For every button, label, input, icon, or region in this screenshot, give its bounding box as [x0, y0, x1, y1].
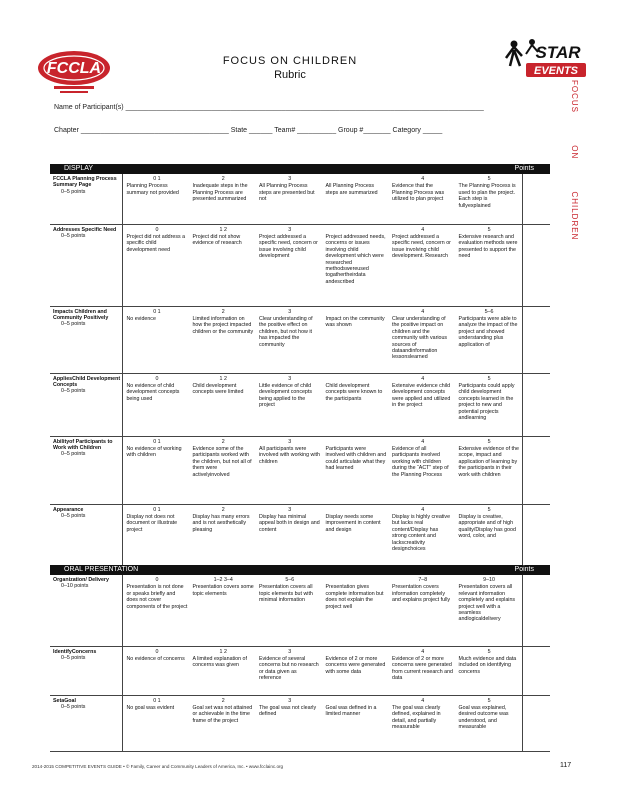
svg-text:FCCLA: FCCLA: [46, 60, 102, 77]
level-cell: [123, 306, 190, 373]
rubric-row: [50, 436, 550, 504]
rubric-row: [50, 306, 550, 373]
level-score: 5: [487, 506, 491, 513]
criterion-cell: [50, 575, 123, 646]
criterion-cell: [50, 224, 123, 306]
level-description: Planning Process summary not provided: [126, 183, 179, 196]
criterion-name: AppliesChild Development Concepts: [53, 375, 121, 388]
level-score: [326, 309, 388, 315]
rubric-row: [50, 575, 550, 646]
level-score: 0 1: [153, 438, 161, 445]
criterion-cell: [50, 436, 123, 504]
level-description: No evidence: [126, 315, 156, 322]
level-cell: [456, 504, 523, 566]
level-cell: [389, 504, 456, 566]
display-section-bar: [50, 164, 550, 174]
chapter-info-field: Chapter ______________________________________ State ______ Team# __________ Group #_______ Category _____: [54, 127, 443, 134]
fccla-logo: [34, 46, 114, 98]
level-description: No evidence of child development concepts being used: [126, 382, 180, 402]
level-description: Extensive research and evaluation methods were presented to support the need: [458, 233, 518, 260]
level-cell: [189, 373, 256, 436]
level-score: 2: [221, 438, 225, 445]
level-score: 5: [487, 697, 491, 704]
svg-text:STAR: STAR: [535, 43, 581, 62]
level-score: 2: [221, 697, 225, 704]
level-cell: [123, 504, 190, 566]
rubric-row: [50, 695, 550, 751]
level-score: [326, 176, 388, 182]
level-score: 5: [487, 438, 491, 445]
level-description: Display is creative, appropriate and of high quality/Display has good word, color, and: [458, 513, 516, 540]
level-description: All participants were involved with working with children: [258, 445, 320, 465]
level-description: Evidence of 2 or more concerns were generated with some data: [325, 655, 386, 675]
level-score: 5: [487, 176, 491, 182]
display-rubric-table: [50, 174, 550, 567]
level-cell: [323, 436, 390, 504]
level-description: Impact on the community was shown: [325, 315, 385, 329]
level-description: Evidence of 2 or more concerns were generated from current research and data: [392, 655, 453, 682]
level-cell: [189, 575, 256, 646]
level-score: 3: [288, 176, 292, 182]
level-score: 0: [155, 226, 159, 233]
level-cell: [256, 575, 323, 646]
level-cell: [389, 695, 456, 751]
level-description: Child development concepts were limited: [192, 382, 244, 396]
level-score: 2: [221, 506, 225, 513]
rubric-row: [50, 504, 550, 566]
points-cell[interactable]: [522, 646, 550, 695]
criterion-cell: [50, 646, 123, 695]
level-description: Project did not address a specific child development need: [126, 233, 186, 253]
level-score: [326, 439, 388, 445]
level-cell: [456, 695, 523, 751]
criterion-cell: [50, 306, 123, 373]
criterion-points-range: 0–5 points: [61, 321, 86, 328]
points-cell[interactable]: [522, 575, 550, 646]
level-cell: [256, 695, 323, 751]
level-score: 5–6: [484, 308, 494, 315]
points-cell[interactable]: [522, 504, 550, 566]
level-cell: [256, 174, 323, 224]
level-score: [326, 376, 388, 382]
page-footer: 2014-2015 COMPETITIVE EVENTS GUIDE • © Family, Career and Community Leaders of America, Inc. • www.fcclainc.org: [32, 764, 284, 769]
level-description: Extensive evidence child development concepts were applied and utilized in the project: [392, 382, 451, 409]
level-description: Child development concepts were known to the participants: [325, 382, 383, 402]
level-cell: [389, 174, 456, 224]
level-score: 0 1: [153, 308, 161, 315]
level-cell: [256, 646, 323, 695]
points-cell[interactable]: [522, 373, 550, 436]
level-description: Inadequate steps in the Planning Process are presented summarized: [192, 183, 248, 203]
criterion-points-range: 0–10 points: [61, 583, 89, 590]
level-score: 5–6: [285, 577, 295, 583]
level-cell: [323, 575, 390, 646]
level-score: 7–8: [418, 577, 428, 583]
level-description: Presentation covers all relevant information completely and explains project well with a seamless andlogicaldelivery: [458, 584, 516, 623]
criterion-points-range: 0–5 points: [61, 703, 86, 710]
criterion-name: SetaGoal: [53, 697, 76, 704]
criterion-cell: [50, 174, 123, 224]
level-cell: [323, 504, 390, 566]
oral-section-bar: [50, 565, 550, 575]
criterion-points-range: 0–5 points: [61, 388, 86, 395]
level-cell: [189, 224, 256, 306]
criterion-points-range: 0–5 points: [61, 512, 86, 519]
level-cell: [123, 646, 190, 695]
level-description: Goal was defined in a limited manner: [325, 704, 377, 718]
level-description: No evidence of working with children: [126, 445, 182, 459]
level-description: Presentation covers information completely and explains project fully: [392, 584, 451, 604]
criterion-points-range: 0–5 points: [61, 188, 86, 195]
level-score: 3: [288, 375, 292, 382]
svg-text:EVENTS: EVENTS: [533, 65, 579, 77]
level-description: Clear understanding of the positive impact on children and the community with various sources of dataandinformation lessonslearned: [392, 315, 448, 361]
level-description: Participants were involved with children and could articulate what they had learned: [325, 445, 387, 472]
level-cell: [389, 646, 456, 695]
level-cell: [323, 373, 390, 436]
level-cell: [256, 504, 323, 566]
level-description: Goal was explained, desired outcome was understood, and measurable: [458, 704, 509, 731]
level-score: 1 2: [219, 375, 227, 382]
level-score: 4: [421, 176, 425, 182]
criterion-cell: [50, 373, 123, 436]
level-score: 4: [421, 438, 425, 445]
level-score: [326, 698, 388, 704]
criterion-cell: [50, 504, 123, 566]
level-description: Presentation covers some topic elements: [192, 584, 254, 597]
level-description: The goal was clearly defined, explained in detail, and partially measurable: [392, 704, 441, 731]
level-cell: [323, 224, 390, 306]
level-score: 4: [421, 226, 425, 233]
level-score: 3: [288, 697, 292, 704]
level-description: No goal was evident: [126, 704, 175, 711]
level-score: 0: [155, 375, 159, 382]
criterion-points-range: 0–5 points: [61, 451, 86, 458]
level-cell: [389, 224, 456, 306]
level-cell: [389, 436, 456, 504]
level-score: 3: [288, 438, 292, 445]
level-description: Much evidence and data included on identifying concerns: [458, 655, 517, 675]
level-score: 3: [288, 226, 292, 233]
level-score: 3: [288, 506, 292, 513]
level-description: Evidence some of the participants worked with the children, but not all of them were activelyinvolved: [192, 445, 252, 478]
level-score: 0 1: [153, 697, 161, 704]
level-cell: [123, 436, 190, 504]
level-cell: [123, 373, 190, 436]
level-score: [326, 227, 388, 233]
criterion-name: Organization/ Delivery: [53, 577, 109, 583]
level-description: Presentation covers all topic elements but with minimal information: [258, 584, 313, 604]
level-description: The goal was not clearly defined: [258, 704, 317, 718]
level-cell: [323, 306, 390, 373]
level-cell: [389, 373, 456, 436]
level-score: 5: [487, 226, 491, 233]
level-cell: [323, 174, 390, 224]
level-description: Participants were able to analyze the impact of the project and showed understanding plus application of: [458, 315, 518, 348]
level-score: [326, 507, 388, 513]
level-score: 4: [421, 308, 425, 315]
level-score: 2: [221, 176, 225, 182]
oral-rubric-table: [50, 575, 550, 752]
level-description: Goal set was not attained or achievable in the time frame of the project: [192, 704, 253, 724]
level-score: 4: [421, 697, 425, 704]
level-score: 9–10: [483, 577, 495, 583]
level-cell: [389, 575, 456, 646]
level-description: No evidence of concerns: [126, 655, 185, 662]
rubric-row: [50, 646, 550, 695]
criterion-points-range: 0–5 points: [61, 654, 86, 661]
level-description: Participants could apply child development concepts learned in the project to new and potential projects andlearning: [458, 382, 515, 421]
criterion-points-range: 0–5 points: [61, 232, 86, 239]
criterion-name: Appearance: [53, 506, 84, 513]
level-cell: [323, 695, 390, 751]
level-cell: [189, 695, 256, 751]
level-cell: [456, 373, 523, 436]
points-cell[interactable]: [522, 436, 550, 504]
level-description: Project addressed a specific need, concern or issue involving child development. Research: [392, 233, 451, 260]
level-score: [326, 649, 388, 655]
level-score: 5: [487, 648, 491, 655]
level-cell: [123, 695, 190, 751]
level-cell: [456, 646, 523, 695]
level-cell: [189, 174, 256, 224]
level-description: The Planning Process is used to plan the project. Each step is fullyexplained: [458, 183, 516, 209]
level-cell: [323, 646, 390, 695]
level-cell: [189, 504, 256, 566]
level-score: 0 1: [153, 176, 161, 182]
level-description: Evidence of several concerns but no research or data given as reference: [258, 655, 319, 682]
criterion-name: Impacts Children and Community Positively: [53, 308, 109, 321]
level-cell: [256, 306, 323, 373]
points-cell[interactable]: [522, 306, 550, 373]
level-cell: [189, 646, 256, 695]
level-score: 1–2 3–4: [213, 577, 233, 583]
level-cell: [456, 224, 523, 306]
points-cell[interactable]: [522, 174, 550, 224]
level-cell: [456, 575, 523, 646]
level-cell: [456, 436, 523, 504]
level-description: Presentation gives complete information but does not explain the project well: [325, 584, 384, 610]
level-description: Little evidence of child development concepts being applied to the project: [258, 382, 312, 409]
level-description: Presentation is not done or speaks briefly and does not cover components of the project: [126, 584, 188, 610]
level-description: Display needs some improvement in content and design: [325, 513, 381, 533]
level-description: Project did not show evidence of research: [192, 233, 242, 247]
level-cell: [189, 436, 256, 504]
level-cell: [256, 224, 323, 306]
level-score: [326, 577, 388, 583]
level-score: 3: [288, 308, 292, 315]
level-cell: [456, 306, 523, 373]
oral-points-label: Points: [514, 566, 534, 573]
level-description: Display has many errors and is not aesthetically pleasing: [192, 513, 250, 533]
level-cell: [123, 224, 190, 306]
level-cell: [456, 174, 523, 224]
level-score: 5: [487, 375, 491, 382]
level-description: A limited explanation of concerns was given: [192, 655, 247, 669]
level-description: Display has minimal appeal both in design and content: [258, 513, 320, 533]
criterion-name: Addresses Specific Need: [53, 226, 117, 233]
level-description: Project addressed a specific need, concern or issue involving child development: [258, 233, 318, 260]
points-cell[interactable]: [522, 224, 550, 306]
level-description: Limited information on how the project impacted children or the community: [192, 315, 254, 335]
oral-section-label: ORAL PRESENTATION: [64, 566, 139, 573]
star-events-logo: [500, 36, 588, 84]
participant-name-field: Name of Participant(s) ____________________________________________________________________________________________: [54, 104, 484, 111]
rubric-row: [50, 224, 550, 306]
level-cell: [123, 174, 190, 224]
level-cell: [256, 373, 323, 436]
level-description: Project addressed needs, concerns or issues involving child development which were researched methodswereused togathertheirdata andescribed: [325, 233, 386, 285]
rubric-row: [50, 373, 550, 436]
level-cell: [189, 306, 256, 373]
page-title: FOCUS ON CHILDREN: [222, 55, 358, 67]
criterion-name: FCCLA Planning Process Summary Page: [53, 176, 117, 189]
level-description: All Planning Process steps are presented but not: [258, 183, 315, 203]
level-description: Display not does not document or illustrate project: [126, 513, 178, 533]
level-cell: [389, 306, 456, 373]
level-score: 1 2: [219, 226, 227, 233]
criterion-name: Abilityof Participants to Work with Children: [53, 438, 113, 451]
level-score: 4: [421, 506, 425, 513]
level-score: 0: [155, 577, 159, 583]
level-description: Extensive evidence of the scope, impact and application of learning by the participants in their work with children: [458, 445, 519, 478]
level-score: 3: [288, 648, 292, 655]
level-score: 0: [155, 648, 159, 655]
level-description: All Planning Process steps are summarized: [325, 183, 378, 196]
level-description: Evidence of all participants involved working with children during the “ACT” step of the Planning Process: [392, 445, 449, 478]
level-score: 1 2: [219, 648, 227, 655]
level-description: Display is highly creative but lacks real content/Display has strong content and lackscreativity designchoices: [392, 513, 451, 552]
points-cell[interactable]: [522, 695, 550, 751]
level-description: Evidence that the Planning Process was utilized to plan project: [392, 183, 445, 203]
level-score: 2: [221, 308, 225, 315]
page-number: 117: [560, 762, 572, 769]
criterion-name: IdentifyConcerns: [53, 648, 97, 655]
criterion-cell: [50, 695, 123, 751]
level-score: 0 1: [153, 506, 161, 513]
page-subtitle: Rubric: [274, 69, 306, 81]
side-title: FOCUS ON CHILDREN: [570, 80, 579, 241]
level-cell: [123, 575, 190, 646]
rubric-row: [50, 174, 550, 224]
level-cell: [256, 436, 323, 504]
level-description: Clear understanding of the positive effect on children, but not how it has impacted the community: [258, 315, 313, 348]
display-points-label: Points: [514, 165, 534, 172]
level-score: 4: [421, 648, 425, 655]
level-score: 4: [421, 375, 425, 382]
display-section-label: DISPLAY: [64, 165, 94, 172]
